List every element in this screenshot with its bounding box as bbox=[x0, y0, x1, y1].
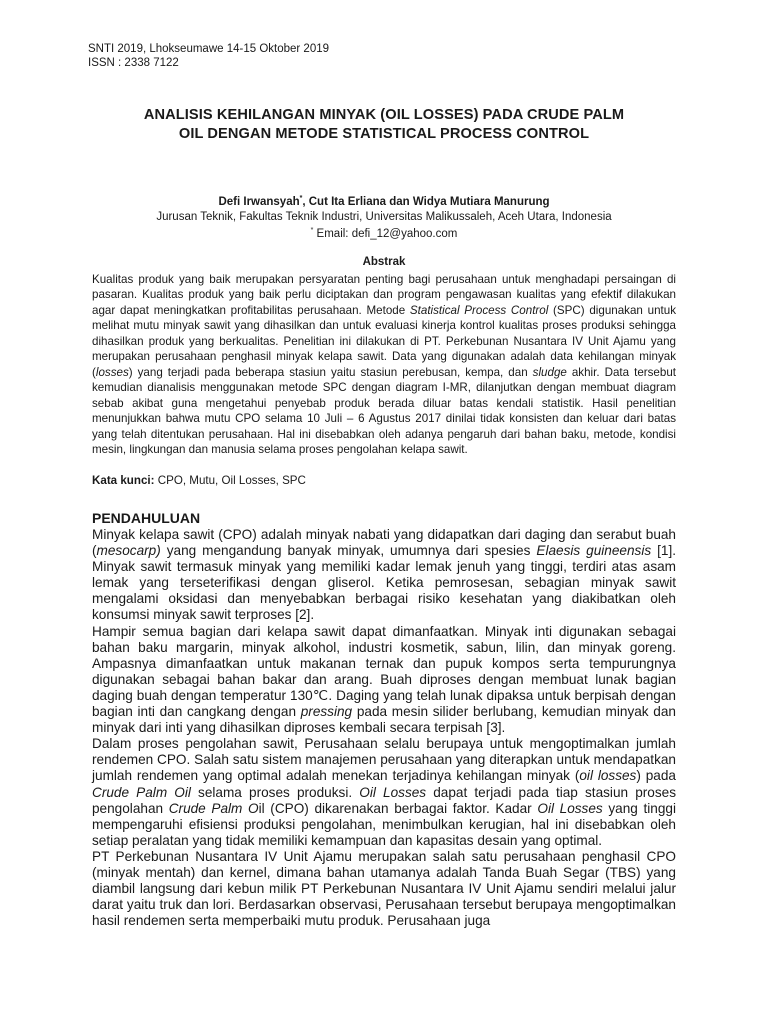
affiliation: Jurusan Teknik, Fakultas Teknik Industri, Universitas Malikussaleh, Aceh Utara, Indonesia bbox=[156, 210, 612, 223]
text-run: selama proses produksi. bbox=[190, 784, 360, 800]
italic-run: oil losses bbox=[579, 768, 637, 784]
abstract-heading: Abstrak bbox=[362, 256, 406, 268]
text-run: [1]. Minyak sawit termasuk minyak yang memiliki kadar lemak jenuh yang tinggi, terdiri atas asam lemak yang terseterifikasi dengan gliserol. Ketika pemrosesan, sebagian minyak sawit mengalami oksidasi dan menyebabkan berbagai risiko kesehatan yang diakibatkan oleh konsumsi minyak sawit terproses [2]. bbox=[92, 543, 677, 623]
conference-info: SNTI 2019, Lhokseumawe 14-15 Oktober 2019 bbox=[88, 43, 330, 55]
title-line-1: ANALISIS KEHILANGAN MINYAK (OIL LOSSES) PADA CRUDE PALM bbox=[143, 107, 625, 123]
italic-run: mesocarp) bbox=[96, 543, 161, 559]
paragraph-2 bbox=[92, 624, 676, 737]
abstract-text bbox=[92, 272, 676, 457]
paragraph-3 bbox=[92, 736, 676, 849]
first-author: Defi Irwansyah bbox=[218, 196, 300, 208]
abstract-part: Kualitas produk yang baik merupakan persyaratan penting bagi perusahaan untuk menghadapi persaingan di pasaran. Kualitas produk yang baik perlu diciptakan dan program pengawasan kualitas yang efektif dilakukan agar dapat meningkatkan profitabilitas perusahaan. Metode bbox=[92, 273, 676, 317]
abstract-italic: sludge bbox=[532, 365, 567, 379]
keywords-value: CPO, Mutu, Oil Losses, SPC bbox=[154, 474, 306, 487]
italic-run: Crude Palm Oil bbox=[92, 784, 191, 800]
email: Email: defi_12@yahoo.com bbox=[313, 228, 458, 240]
paragraph-4 bbox=[92, 849, 676, 929]
author-block bbox=[0, 192, 768, 242]
italic-run: Oil Losses bbox=[537, 800, 603, 816]
text-run: il (CPO) dikarenakan berbagai faktor. Kadar bbox=[258, 800, 538, 816]
text-run: Minyak kelapa sawit (CPO) adalah minyak nabati yang didapatkan dari daging dan serabut buah ( bbox=[92, 527, 676, 559]
author-names bbox=[0, 192, 768, 210]
conference-header bbox=[88, 42, 329, 70]
section-heading: PENDAHULUAN bbox=[92, 510, 201, 526]
text-run: dapat terjadi pada tiap stasiun proses pengolahan bbox=[92, 784, 677, 816]
corresponding-mark: * bbox=[299, 195, 303, 202]
keywords-label: Kata kunci: bbox=[92, 474, 155, 487]
text-run: pada mesin silider berlubang, kemudian minyak dan minyak dari inti yang dihasilkan diproses kembali secara terpisah [3]. bbox=[92, 704, 676, 736]
text-run: Dalam proses pengolahan sawit, Perusahaan selalu berupaya untuk mengoptimalkan jumlah rendemen CPO. Salah satu sistem manajemen perusahaan yang diterapkan untuk mendapatkan jumlah rendemen yang optimal adalah menekan terjadinya kehilangan minyak ( bbox=[92, 736, 676, 784]
paragraph-1 bbox=[92, 527, 676, 624]
text-run: yang tinggi mempengaruhi efisiensi produksi pengolahan, menimbulkan kerugian, hal ini disebabkan oleh setiap peralatan yang tidak memiliki kemampuan dan kapasitas desain yang optimal. bbox=[92, 800, 677, 848]
text-run: Hampir semua bagian dari kelapa sawit dapat dimanfaatkan. Minyak inti digunakan sebagai bahan baku margarin, minyak alkohol, industri kosmetik, sabun, lilin, dan minyak goreng. Ampasnya dimanfaatkan untuk makanan ternak dan pupuk kompos serta tempurungnya digunakan sebagai bahan bakar dan arang. Buah diproses dengan membuat lunak bagian daging buah dengan temperatur 130℃. Daging yang telah lunak dipaksa untuk berpisah dengan bagian inti dan cangkang dengan bbox=[92, 623, 676, 720]
text-run: ) pada bbox=[636, 768, 676, 784]
italic-run: pressing bbox=[300, 704, 353, 720]
issn: ISSN : 2338 7122 bbox=[88, 57, 179, 69]
body-text bbox=[92, 527, 676, 929]
italic-run: Crude Palm O bbox=[168, 800, 259, 816]
abstract-part: ) yang terjadi pada beberapa stasiun yaitu stasiun perebusan, kempa, dan bbox=[128, 365, 533, 379]
abstract-italic: losses bbox=[95, 365, 129, 379]
co-authors: , Cut Ita Erliana dan Widya Mutiara Manurung bbox=[302, 196, 550, 208]
abstract-part: (SPC) digunakan untuk melihat mutu minyak sawit yang dihasilkan dan untuk evaluasi kinerja kontrol kualitas proses produksi sehingga dihasilkan produk yang berkualitas. Penelitian ini dilakukan di PT. Perkebunan Nusantara IV Unit Ajamu yang merupakan perusahaan penghasil minyak kelapa sawit. Data yang digunakan adalah data kehilangan minyak ( bbox=[92, 303, 676, 379]
keywords bbox=[92, 474, 306, 487]
italic-run: Elaesis guineensis bbox=[536, 543, 652, 559]
title-line-2: OIL DENGAN METODE STATISTICAL PROCESS CONTROL bbox=[178, 126, 590, 142]
email-line bbox=[0, 224, 768, 242]
abstract-italic: Statistical Process Control bbox=[409, 303, 549, 317]
abstract-part: akhir. Data tersebut kemudian dianalisis menggunakan metode SPC dengan diagram I-MR, dilanjutkan dengan membuat diagram sebab akibat guna mengetahui penyebab produk berada diluar batas kendali statistik. Hasil penelitian menunjukkan bahwa mutu CPO selama 10 Juli – 6 Agustus 2017 dinilai tidak konsisten dan keluar dari batas yang telah ditentukan perusahaan. Hal ini disebabkan oleh adanya pengaruh dari bahan baku, metode, kondisi mesin, lingkungan dan manusia selama proses pengolahan kelapa sawit. bbox=[92, 365, 676, 456]
text-run: yang mengandung banyak minyak, umumnya dari spesies bbox=[160, 543, 537, 559]
italic-run: Oil Losses bbox=[359, 784, 427, 800]
email-mark: * bbox=[310, 227, 314, 234]
paper-title bbox=[80, 106, 688, 144]
text-run: PT Perkebunan Nusantara IV Unit Ajamu merupakan salah satu perusahaan penghasil CPO (minyak mentah) dan kernel, dimana bahan utamanya adalah Tanda Buah Segar (TBS) yang diambil langsung dari kebun milik PT Perkebunan Nusantara IV Unit Ajamu sendiri melalui jalur darat yaitu truk dan lori. Berdasarkan observasi, Perusahaan tersebut berupaya mengoptimalkan hasil rendemen serta memperbaiki mutu produk. Perusahaan juga bbox=[92, 848, 676, 929]
